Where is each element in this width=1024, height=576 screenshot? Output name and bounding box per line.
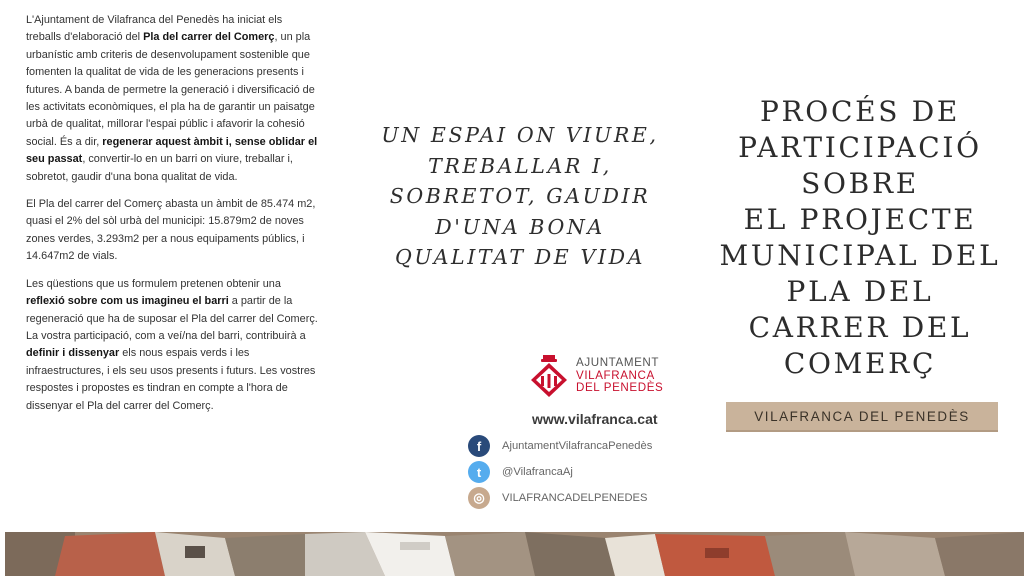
intro-paragraph-1: L'Ajuntament de Vilafranca del Penedès ha iniciat els treballs d'elaboració del Pla del carrer del Comerç, un pla urbanístic amb criteris de desenvolupament sostenible que fomenten la qualitat de vida de les generacions presents i futures. A banda de permetre la generació i diversificació de les activitats econòmiques, el pla ha de garantir un paisatge urbà de qualitat, millorar l'espai públic i afavorir la cohesió social. És a dir, regenerar aquest àmbit i, sense oblidar el seu passat, convertir-lo en un barri on viure, treballar i, sobretot, gaudir d'una bona qualitat de vida. [26,14,318,183]
instagram-handle: VILAFRANCADELPENEDES [502,492,648,504]
instagram-icon: ◎ [468,487,490,509]
title-line-3: SOBRE [801,167,919,200]
twitter-icon: t [468,461,490,483]
slogan-line-2: TREBALLAR I, [428,153,612,178]
slogan-block [372,120,668,273]
website-link[interactable]: www.vilafranca.cat [532,411,658,427]
slogan-line-4: D'UNA BONA [435,214,605,239]
slogan-line-5: QUALITAT DE VIDA [394,245,646,269]
title-block [700,94,1020,382]
slogan-line-1: UN ESPAI ON VIURE, [381,123,659,147]
social-item-facebook[interactable] [468,433,652,459]
title-line-5: MUNICIPAL DEL [719,239,1001,272]
title-line-2: PARTICIPACIÓ [738,131,982,164]
logo-line-2: VILAFRANCA [576,368,655,382]
logo-line-3: DEL PENEDÈS [576,381,664,395]
twitter-handle: @VilafrancaAj [502,466,573,478]
title-line-1: PROCÉS DE [759,95,960,128]
intro-paragraph-2: El Pla del carrer del Comerç abasta un àmbit de 85.474 m2, quasi el 2% del sòl urbà del municipi: 15.879m2 de noves zones verdes, 3.293m2 per a nous equipaments públics, i 14.647m2 de vials. [26,198,316,263]
bold-plan-name: Pla del carrer del Comerç [143,31,275,44]
ajuntament-logo [528,354,663,398]
social-item-twitter[interactable] [468,459,652,485]
title-line-7: CARRER DEL [748,311,972,344]
coat-of-arms-icon [528,354,570,398]
social-item-instagram[interactable] [468,485,652,511]
intro-text-column [26,12,320,425]
intro-paragraph-3: Les qüestions que us formulem pretenen obtenir una reflexió sobre com us imagineu el barri a partir de la regeneració que ha de suposar el Pla del carrer del Comerç. La vostra participació, com a veí/na del barri, contribuirà a definir i dissenyar els nous espais verds i les infraestructures, i els seu usos presents i futurs. Les vostres respostes i propostes es tindran en compte a l'hora de dissenyar el Pla del carrer del Comerç. [26,277,318,412]
municipality-banner: VILAFRANCA DEL PENEDÈS [726,402,998,432]
facebook-handle: AjuntamentVilafrancaPenedès [502,440,653,452]
bold-reflection: reflexió sobre com us imagineu el barri [26,295,229,308]
bold-define: definir i dissenyar [26,347,120,360]
title-line-6: PLA DEL [786,275,934,308]
facebook-icon: f [468,435,490,457]
title-line-4: EL PROJECTE [743,203,977,236]
slogan-line-3: SOBRETOT, GAUDIR [389,184,651,208]
title-line-8: COMERÇ [783,347,937,380]
logo-line-1: AJUNTAMENT [576,356,660,370]
bold-regenerate: regenerar aquest àmbit i, sense oblidar el seu passat [26,135,318,166]
social-links [468,433,652,511]
rooftops-photo [5,532,1024,576]
